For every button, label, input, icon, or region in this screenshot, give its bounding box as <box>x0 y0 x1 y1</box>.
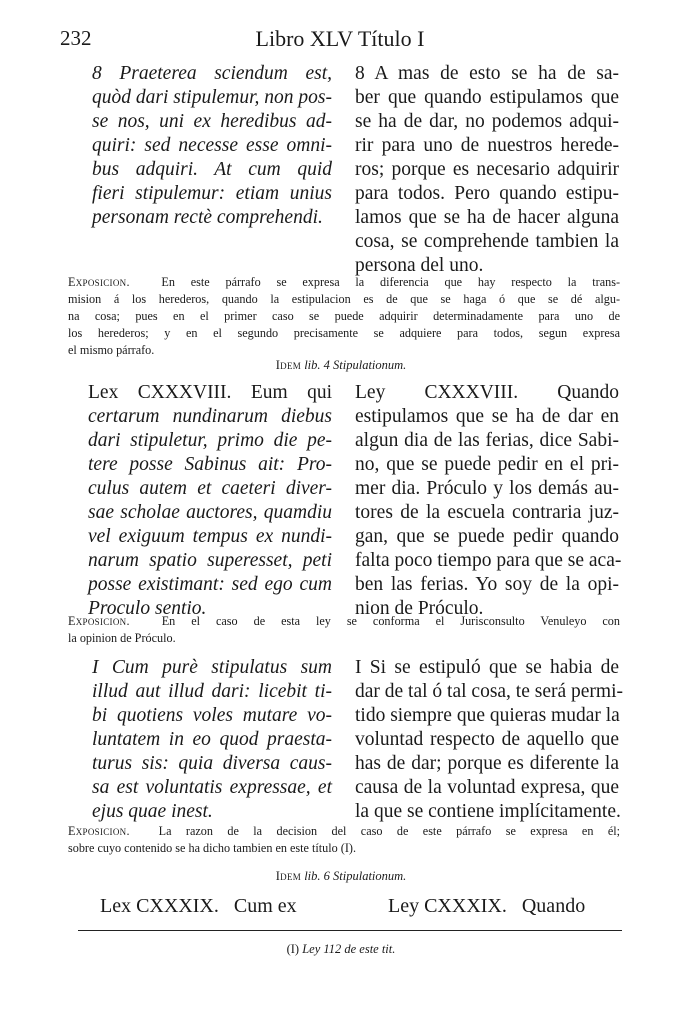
text-line: Exposicion. En este párrafo se expresa la diferencia que hay respecto la trans- <box>68 275 621 289</box>
text-line: ros; porque es necesario adquirir <box>355 159 619 180</box>
text-line: Ley CXXXVIII. Quando <box>355 382 619 403</box>
exposicion-section-8 <box>68 274 620 359</box>
text-line: tere posse Sabinus ait: Pro- <box>88 454 332 475</box>
text-line: has de dar; porque es diferente la <box>355 753 619 774</box>
text-line: no, que se puede pedir en el pri- <box>355 454 619 475</box>
text-line: 8 Praeterea sciendum est, <box>92 63 332 84</box>
text-line: la que se contiene implícitamente. <box>355 801 621 822</box>
lex-138-spanish <box>355 381 622 621</box>
text-line: ejus quae inest. <box>92 801 213 822</box>
page-number: 232 <box>60 26 92 50</box>
text-line: tores de la escuela contraria juz- <box>355 502 619 523</box>
text-line: nion de Próculo. <box>355 598 484 619</box>
text-line: quòd dari stipulemur, non pos- <box>92 87 332 108</box>
text-line: vel exiguum tempus ex nundi- <box>88 526 332 547</box>
section-8-latin <box>92 62 332 230</box>
text-line: falta poco tiempo para que se aca- <box>355 550 622 571</box>
text-line: causa de la voluntad expresa, que <box>355 777 619 798</box>
footnote-rule <box>78 930 622 931</box>
text-line: I Cum purè stipulatus sum <box>92 657 332 678</box>
exposicion-label: Exposicion. <box>68 275 130 289</box>
text-line: el mismo párrafo. <box>68 343 155 357</box>
text-line: Lex CXXXVIII. Eum qui <box>88 382 332 403</box>
lex-139-latin: Lex CXXXIX. Cum ex <box>100 895 297 917</box>
text-line: mision á los herederos, quando la estipulacion es de que se haga ó que se dé algu- <box>68 292 620 306</box>
text-line: Exposicion. En el caso de esta ley se conforma el Jurisconsulto Venuleyo con <box>68 614 620 628</box>
text-line: para todos. Pero quando estipu- <box>355 183 619 204</box>
text-line: narum spatio superesset, peti <box>88 550 332 571</box>
text-line: rir para uno de nuestros herede- <box>355 135 619 156</box>
text-line: se ha de dar, no podemos adqui- <box>355 111 619 132</box>
section-1-spanish <box>355 656 624 824</box>
text-line: gan, que se puede pedir quando <box>355 526 619 547</box>
text-line: turus sis: quia diversa caus- <box>92 753 332 774</box>
text-line: persona del uno. <box>355 255 484 276</box>
source-citation: Idem lib. 4 Stipulationum. <box>275 358 407 372</box>
lex-139-spanish: Ley CXXXIX. Quando <box>388 895 586 917</box>
text-line: culus autem et caeteri diver- <box>88 478 332 499</box>
text-line: posse existimant: sed ego cum <box>88 574 332 595</box>
exposicion-label: Exposicion. <box>68 824 130 838</box>
footnote-mark: (I) <box>286 942 300 956</box>
text-line: dari stipuletur, primo die pe- <box>88 430 332 451</box>
text-line: sa est voluntatis expressae, et <box>92 777 332 798</box>
text-line: fieri stipulemur: etiam unius <box>92 183 332 204</box>
text-line: quiri: sed necesse esse omni- <box>92 135 332 156</box>
text-line: sae scholae auctores, quamdiu <box>88 502 332 523</box>
text-line: 8 A mas de esto se ha de sa- <box>355 63 619 84</box>
section-8-spanish <box>355 62 619 278</box>
text-line: bi quotiens voles mutare vo- <box>92 705 332 726</box>
footnote <box>0 942 682 957</box>
lex-138-latin <box>88 381 332 621</box>
text-line: na cosa; pues en el primer caso se puede adquirir determinadamente para uno de <box>68 309 620 323</box>
exposicion-section-1 <box>68 823 620 857</box>
page-header <box>60 26 620 56</box>
text-line: I Si se estipuló que se habia de <box>355 657 619 678</box>
text-line: ber que quando estipulamos que <box>355 87 619 108</box>
text-line: la opinion de Próculo. <box>68 631 176 645</box>
text-line: Exposicion. La razon de la decision del caso de este párrafo se expresa en él; <box>68 824 620 838</box>
text-line: tido siempre que quieras mudar la <box>355 705 620 726</box>
text-line: illud aut illud dari: licebit ti- <box>92 681 332 702</box>
exposicion-lex-138 <box>68 613 620 647</box>
text-line: algun dia de las ferias, dice Sabi- <box>355 430 619 451</box>
text-line: bus adquiri. At cum quid <box>92 159 332 180</box>
text-line: personam rectè comprehendi. <box>92 207 323 228</box>
text-line: mer dia. Próculo y los demás au- <box>355 478 619 499</box>
section-1-latin <box>92 656 332 824</box>
text-line: dar de tal ó tal cosa, te será permi- <box>355 681 624 702</box>
text-line: voluntad respecto de aquello que <box>355 729 619 750</box>
text-line: sobre cuyo contenido se ha dicho tambien en este título (I). <box>68 841 357 855</box>
text-line: los herederos; y en el segundo precisamente se adquiere para todos, segun expresa <box>68 326 620 340</box>
exposicion-label: Exposicion. <box>68 614 130 628</box>
footnote-text: Ley 112 de este tit. <box>302 942 396 956</box>
source-citation: Idem lib. 6 Stipulationum. <box>275 869 407 883</box>
running-title: Libro XLV Título I <box>255 26 425 51</box>
text-line: cosa, se comprehende tambien la <box>355 231 619 252</box>
text-line: lamos que se ha de hacer alguna <box>355 207 619 228</box>
text-line: estipulamos que se ha de dar en <box>355 406 619 427</box>
text-line: se nos, uni ex heredibus ad- <box>92 111 332 132</box>
text-line: Proculo sentio. <box>88 598 207 619</box>
text-line: certarum nundinarum diebus <box>88 406 332 427</box>
text-line: luntatem in eo quod praesta- <box>92 729 332 750</box>
text-line: ben las ferias. Yo soy de la opi- <box>355 574 619 595</box>
